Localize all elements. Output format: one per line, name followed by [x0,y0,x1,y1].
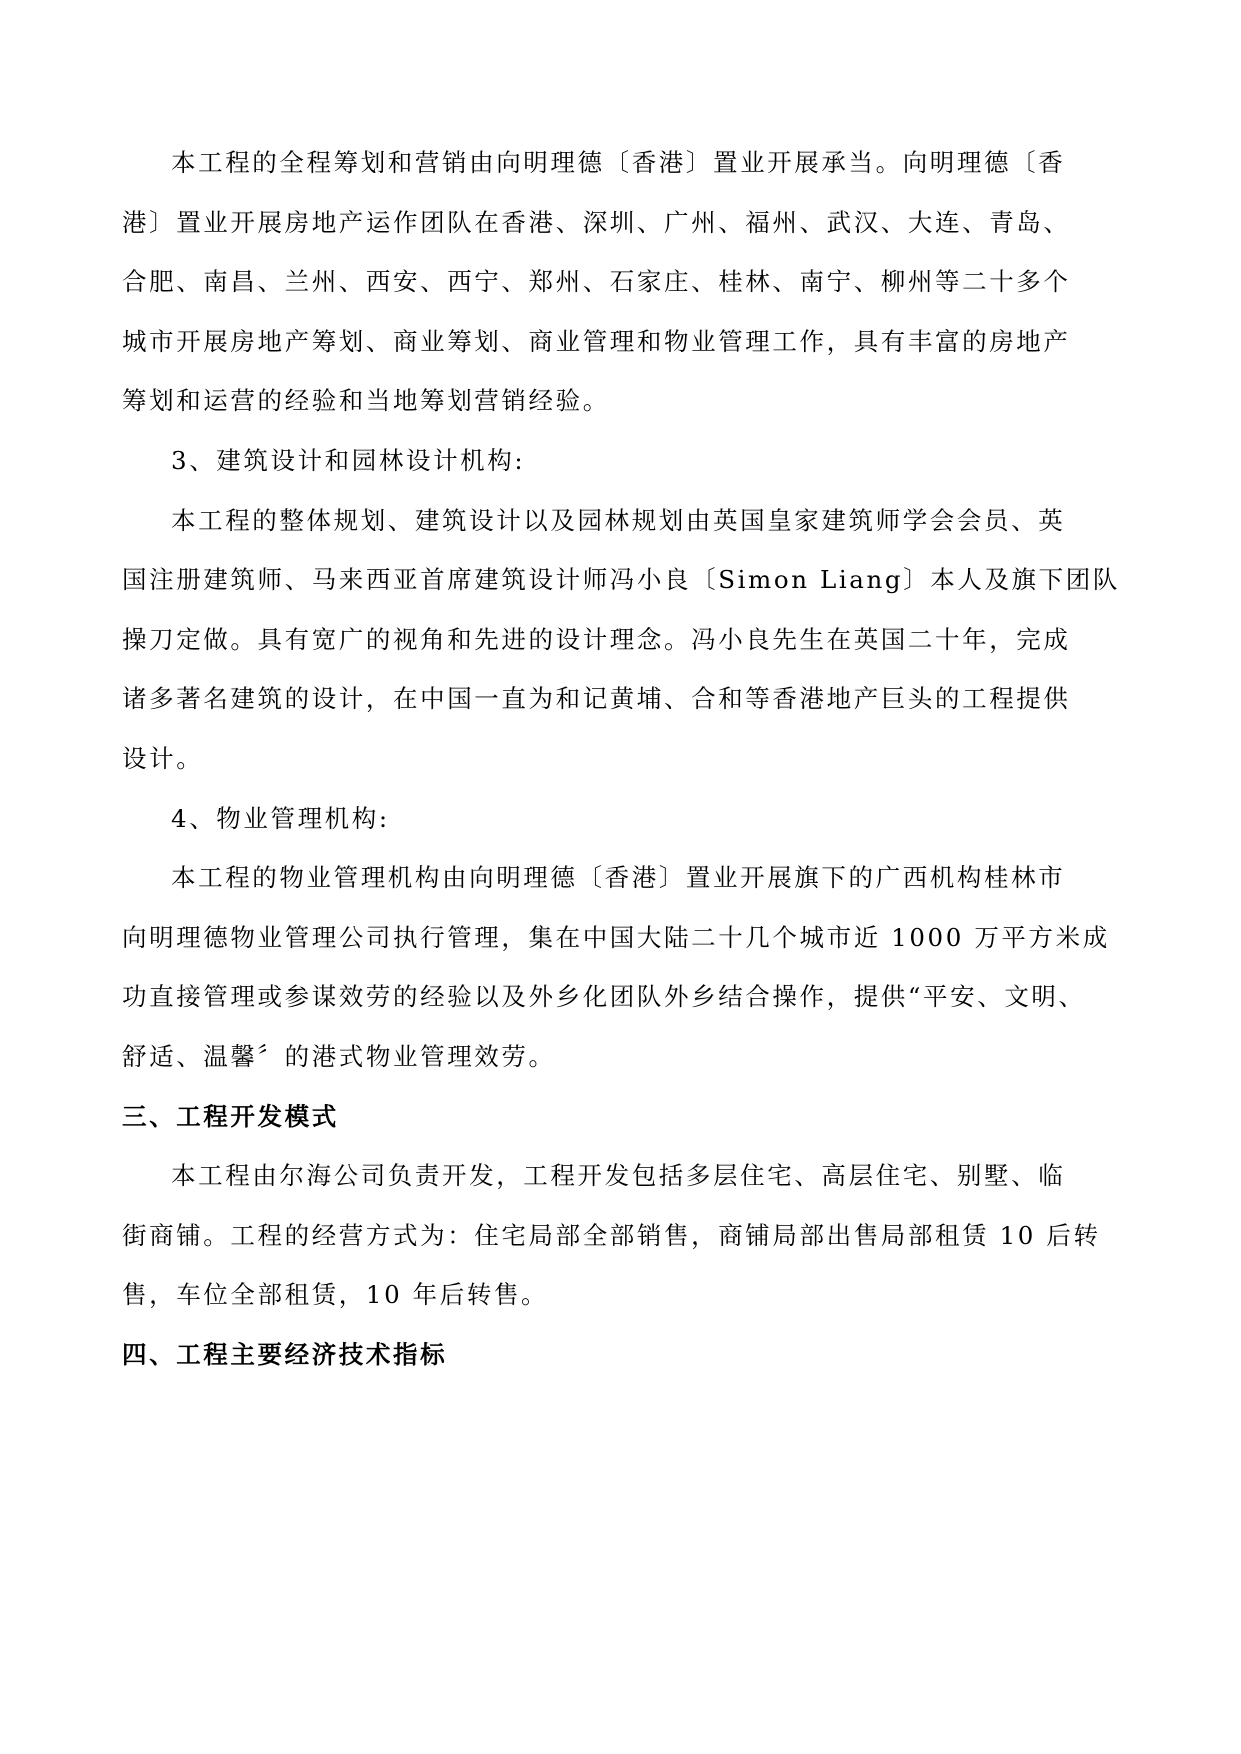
paragraph-line: 城市开展房地产筹划、商业筹划、商业管理和物业管理工作，具有丰富的房地产 [122,326,1071,356]
paragraph-line: 本工程的整体规划、建筑设计以及园林规划由英国皇家建筑师学会会员、英 [171,505,1066,535]
paragraph-line: 合肥、南昌、兰州、西安、西宁、郑州、石家庄、桂林、南宁、柳州等二十多个 [122,267,1071,297]
paragraph-line: 舒适、温馨〞的港式物业管理效劳。 [122,1041,556,1071]
subsection-title: 4、物业管理机构: [171,803,390,833]
paragraph-line: 国注册建筑师、马来西亚首席建筑设计师冯小良〔Simon Liang〕本人及旗下团队 [122,565,1120,595]
paragraph-line: 本工程的物业管理机构由向明理德〔香港〕置业开展旗下的广西机构桂林市 [171,863,1066,893]
paragraph-line: 向明理德物业管理公司执行管理，集在中国大陆二十几个城市近 1000 万平方米成 [122,922,1110,952]
paragraph-line: 街商铺。工程的经营方式为：住宅局部全部销售，商铺局部出售局部租赁 10 后转 [122,1220,1101,1250]
section-heading: 三、工程开发模式 [122,1101,339,1131]
paragraph-line: 诸多著名建筑的设计，在中国一直为和记黄埔、合和等香港地产巨头的工程提供 [122,684,1071,714]
document-body [122,133,1136,1384]
subsection-title: 3、建筑设计和园林设计机构: [171,445,526,475]
paragraph-line: 本工程的全程筹划和营销由向明理德〔香港〕置业开展承当。向明理德〔香 [171,148,1066,177]
paragraph-line: 本工程由尔海公司负责开发，工程开发包括多层住宅、高层住宅、别墅、临 [171,1161,1066,1191]
paragraph-line: 售，车位全部租赁，10 年后转售。 [122,1280,549,1310]
paragraph-line: 设计。 [122,743,204,773]
section-heading: 四、工程主要经济技术指标 [122,1339,448,1369]
paragraph-line: 筹划和运营的经验和当地筹划营销经验。 [122,386,610,416]
paragraph-line: 功直接管理或参谋效劳的经验以及外乡化团队外乡结合操作，提供“平安、文明、 [122,982,1086,1012]
paragraph-line: 操刀定做。具有宽广的视角和先进的设计理念。冯小良先生在英国二十年，完成 [122,624,1071,654]
paragraph-line: 港〕置业开展房地产运作团队在香港、深圳、广州、福州、武汉、大连、青岛、 [122,207,1071,237]
